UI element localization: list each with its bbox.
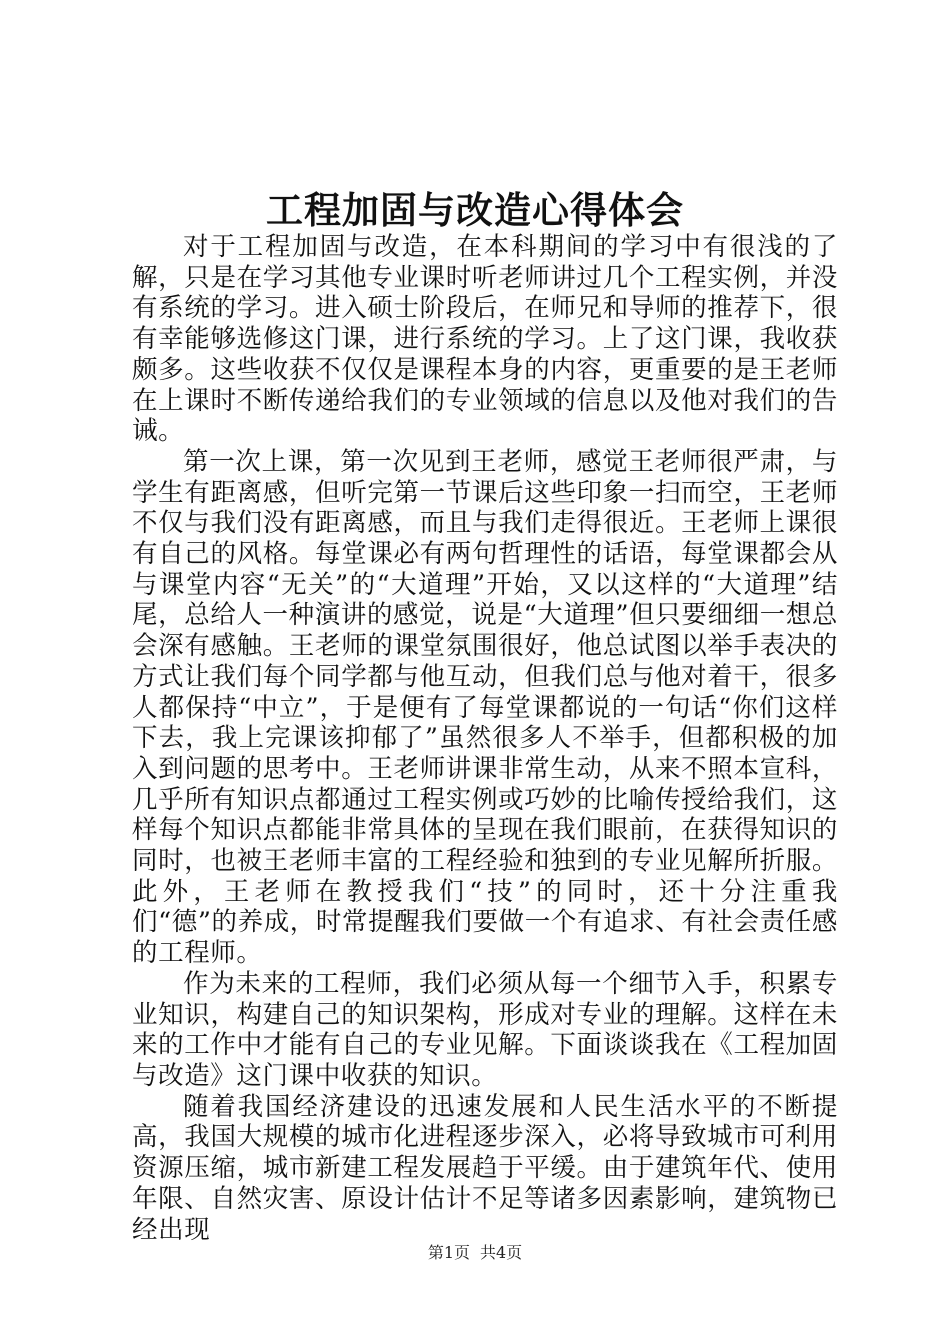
paragraph: 随着我国经济建设的迅速发展和人民生活水平的不断提高，我国大规模的城市化进程逐步深入，必将导致城市可利用资源压缩，城市新建工程发展趋于平缓。由于建筑年代、使用年限、自然灾害、原设计估计不足等诸多因素影响，建筑物已经出现	[132, 1091, 838, 1245]
page-number: 第1页	[427, 1243, 470, 1262]
document-body	[132, 232, 838, 1245]
paragraph: 第一次上课，第一次见到王老师，感觉王老师很严肃，与学生有距离感，但听完第一节课后这些印象一扫而空，王老师不仅与我们没有距离感，而且与我们走得很近。王老师上课很有自己的风格。每堂课必有两句哲理性的话语，每堂课都会从与课堂内容“无关”的“大道理”开始，又以这样的“大道理”结尾，总给人一种演讲的感觉，说是“大道理”但只要细细一想总会深有感触。王老师的课堂氛围很好，他总试图以举手表决的方式让我们每个同学都与他互动，但我们总与他对着干，很多人都保持“中立”，于是便有了每堂课都说的一句话“你们这样下去，我上完课该抑郁了”虽然很多人不举手，但都积极的加入到问题的思考中。王老师讲课非常生动，从来不照本宣科，几乎所有知识点都通过工程实例或巧妙的比喻传授给我们，这样每个知识点都能非常具体的呈现在我们眼前，在获得知识的同时，也被王老师丰富的工程经验和独到的专业见解所折服。此外，王老师在教授我们“技”的同时，还十分注重我们“德”的养成，时常提醒我们要做一个有追求、有社会责任感的工程师。	[132, 446, 838, 969]
page-total: 共4页	[480, 1243, 523, 1262]
paragraph: 作为未来的工程师，我们必须从每一个细节入手，积累专业知识，构建自己的知识架构，形成对专业的理解。这样在未来的工作中才能有自己的专业见解。下面谈谈我在《工程加固与改造》这门课中收获的知识。	[132, 968, 838, 1091]
paragraph: 对于工程加固与改造，在本科期间的学习中有很浅的了解，只是在学习其他专业课时听老师讲过几个工程实例，并没有系统的学习。进入硕士阶段后，在师兄和导师的推荐下，很有幸能够选修这门课，进行系统的学习。上了这门课，我收获颇多。这些收获不仅仅是课程本身的内容，更重要的是王老师在上课时不断传递给我们的专业领域的信息以及他对我们的告诫。	[132, 232, 838, 447]
document-title: 工程加固与改造心得体会	[266, 188, 684, 232]
page-footer	[0, 1242, 950, 1264]
